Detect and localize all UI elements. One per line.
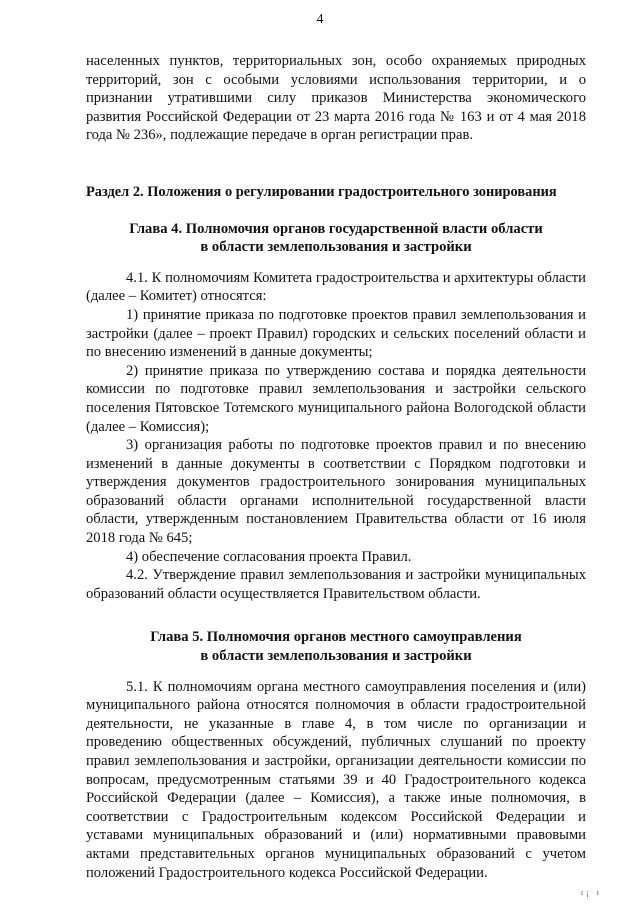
chapter-4-title-line2: в области землепользования и застройки (200, 239, 472, 256)
chapter-5-body (86, 678, 586, 883)
section-title: Раздел 2. Положения о регулировании градостроительного зонирования (86, 183, 557, 200)
chapter-4-body (86, 269, 586, 604)
intro-paragraph: населенных пунктов, территориальных зон, особо охраняемых природных территорий, зон с особыми условиями использования территории, и о признании утратившими силу приказов Министерства экономического развития Российской Федерации от 23 марта 2016 года № 163 и от 4 мая 2018 года № 236», подлежащие передаче в орган регистрации прав. (86, 53, 586, 144)
document-body (86, 52, 586, 882)
paragraph-5-1: 5.1. К полномочиям органа местного самоуправления поселения и (или) муниципального района относятся полномочия в области градостроительной деятельности, не указанные в главе 4, в том числе по организации и проведению общественных обсуждений, публичных слушаний по проекту правил землепользования и застройки, организации деятельности комиссии по вопросам, предусмотренным статьями 39 и 40 Градостроительного кодекса Российской Федерации (далее – Комиссия), а также иные полномочия, в соответствии с Градостроительным кодексом Российской Федерации и уставами муниципальных образований и (или) нормативными правовыми актами представительных органов муниципальных образований с учетом положений Градостроительного кодекса Российской Федерации. (86, 678, 586, 881)
chapter-4-title-line1: Глава 4. Полномочия органов государственной власти области (129, 220, 543, 237)
list-item-2: 2) принятие приказа по утверждению состава и порядка деятельности комиссии по подготовке правил землепользования и застройки сельского поселения Пятовское Тотемского муниципального района Вологодской области (далее – Комиссия); (86, 362, 586, 435)
list-item-3: 3) организация работы по подготовке проектов правил и по внесению изменений в данные документы в соответствии с Порядком подготовки и утверждения документов градостроительного зонирования муниципальных образований области органами исполнительной государственной власти области, утвержденным постановлением Правительства области от 16 июля 2018 года № 645; (86, 437, 586, 547)
chapter-5-title-line2: в области землепользования и застройки (200, 648, 472, 665)
page-number: 4 (316, 12, 324, 27)
paragraph-4-2: 4.2. Утверждение правил землепользования и застройки муниципальных образований области осуществляется Правительством области. (86, 567, 586, 602)
footer-mark: ı¡ ı (580, 888, 602, 897)
chapter-5-title (86, 628, 586, 665)
list-item-1: 1) принятие приказа по подготовке проектов правил землепользования и застройки (далее – проект Правил) городских и сельских поселений области и по внесению изменений в данные документы; (86, 306, 586, 361)
chapter-5-title-line1: Глава 5. Полномочия органов местного самоуправления (150, 629, 522, 646)
list-item-4: 4) обеспечение согласования проекта Правил. (126, 548, 412, 565)
chapter-4-title (86, 220, 586, 257)
paragraph-4-1: 4.1. К полномочиям Комитета градостроительства и архитектуры области (далее – Комитет) относятся: (86, 269, 586, 305)
